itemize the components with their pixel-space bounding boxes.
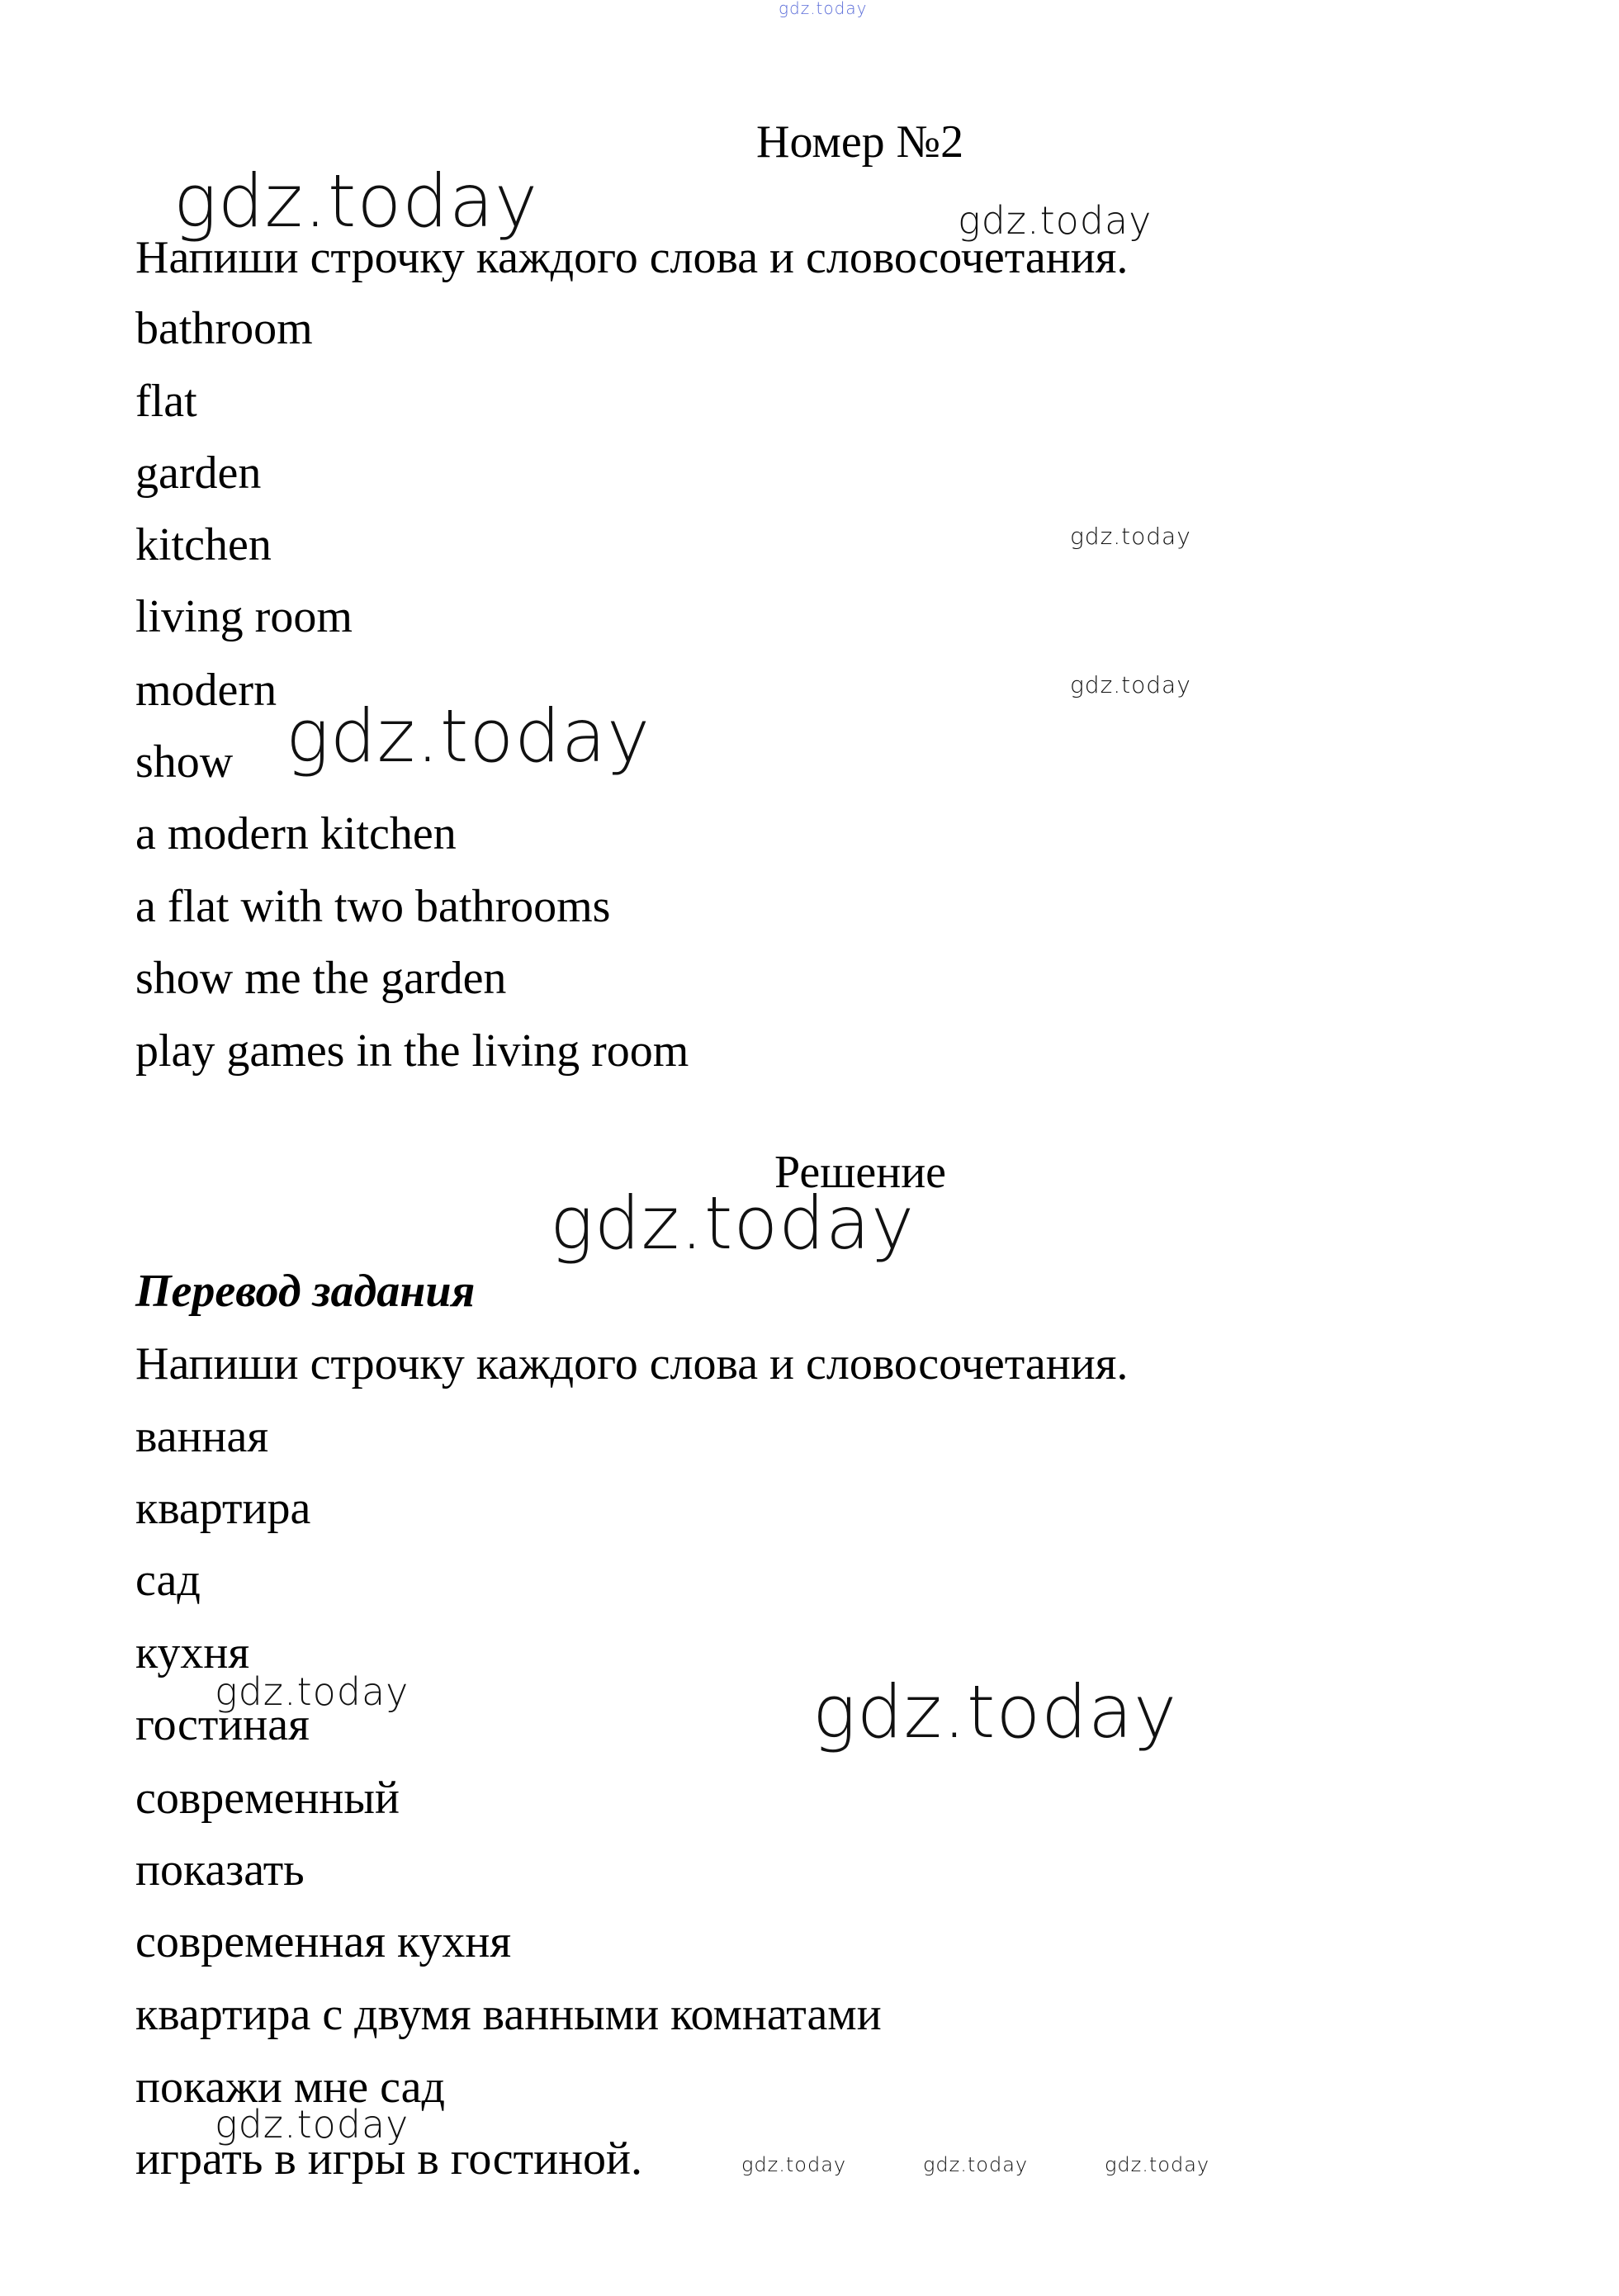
solution-title: Решение <box>774 1147 947 1198</box>
watermark: gdz.today <box>215 2102 409 2147</box>
solution-item: покажи мне сад <box>135 2062 445 2113</box>
watermark: gdz.today <box>173 159 539 244</box>
watermark: gdz.today <box>215 1669 409 1714</box>
watermark: gdz.today <box>741 2153 847 2176</box>
task-item: a flat with two bathrooms <box>135 881 611 932</box>
watermark: gdz.today <box>1105 2153 1210 2176</box>
task-item: kitchen <box>135 519 272 570</box>
watermark: gdz.today <box>1070 671 1191 698</box>
solution-item: ванная <box>135 1411 269 1462</box>
solution-item: кухня <box>135 1627 250 1678</box>
solution-item: показать <box>135 1844 305 1896</box>
solution-instruction: Напиши строчку каждого слова и словосочетания. <box>135 1338 1129 1389</box>
task-title: Номер №2 <box>756 116 964 168</box>
task-item: flat <box>135 376 197 427</box>
watermark: gdz.today <box>286 694 651 779</box>
task-instruction: Напиши строчку каждого слова и словосочетания. <box>135 232 1129 283</box>
solution-item: играть в игры в гостиной. <box>135 2133 643 2185</box>
task-item: bathroom <box>135 303 313 354</box>
solution-item: сад <box>135 1555 201 1606</box>
task-item: living room <box>135 591 353 642</box>
solution-item: гостиная <box>135 1699 310 1750</box>
watermark: gdz.today <box>923 2153 1029 2176</box>
task-item: show me the garden <box>135 953 507 1004</box>
watermark-top: gdz.today <box>779 0 868 18</box>
solution-item: современный <box>135 1773 400 1824</box>
watermark: gdz.today <box>1070 523 1191 550</box>
solution-item: квартира с двумя ванными комнатами <box>135 1989 882 2040</box>
translation-heading: Перевод задания <box>135 1266 476 1317</box>
watermark: gdz.today <box>812 1669 1178 1754</box>
watermark: gdz.today <box>958 198 1153 243</box>
task-item: show <box>135 736 234 788</box>
solution-item: современная кухня <box>135 1916 512 1967</box>
task-item: modern <box>135 665 277 716</box>
task-item: play games in the living room <box>135 1025 689 1077</box>
task-item: a modern kitchen <box>135 808 457 859</box>
watermark: gdz.today <box>550 1181 916 1266</box>
solution-item: квартира <box>135 1483 311 1534</box>
task-item: garden <box>135 447 262 499</box>
